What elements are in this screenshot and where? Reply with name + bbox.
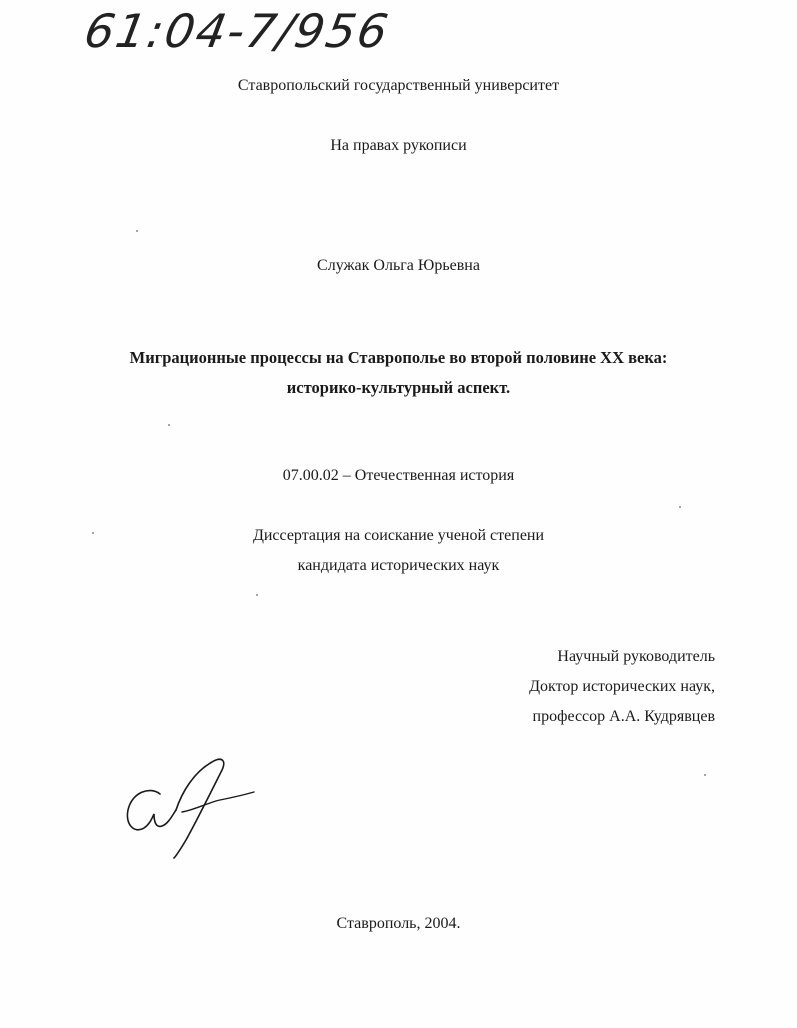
supervisor-label: Научный руководитель: [557, 648, 715, 665]
scan-speck: [256, 594, 258, 596]
title-line-2: историко-культурный аспект.: [286, 378, 511, 397]
supervisor-name: профессор А.А. Кудрявцев: [532, 708, 715, 725]
university-name: Ставропольский государственный университет: [237, 77, 560, 94]
archive-number: 61:04-7/956: [80, 4, 394, 58]
scan-speck: [136, 230, 138, 232]
degree-line-2: кандидата исторических наук: [297, 557, 500, 574]
title-line-1: Миграционные процессы на Ставрополье во второй половине XX века:: [129, 348, 668, 367]
degree-line-1: Диссертация на соискание ученой степени: [252, 527, 545, 544]
supervisor-degree: Доктор исторических наук,: [529, 678, 715, 695]
author-name: Служак Ольга Юрьевна: [317, 257, 480, 274]
manuscript-rights: На правах рукописи: [330, 137, 467, 154]
specialty-code: 07.00.02 – Отечественная история: [282, 467, 515, 484]
scan-speck: [704, 774, 706, 776]
scan-speck: [168, 424, 170, 426]
scan-speck: [92, 532, 94, 534]
scan-speck: [679, 506, 681, 508]
signature-icon: [122, 752, 262, 862]
place-and-year: Ставрополь, 2004.: [336, 915, 461, 932]
